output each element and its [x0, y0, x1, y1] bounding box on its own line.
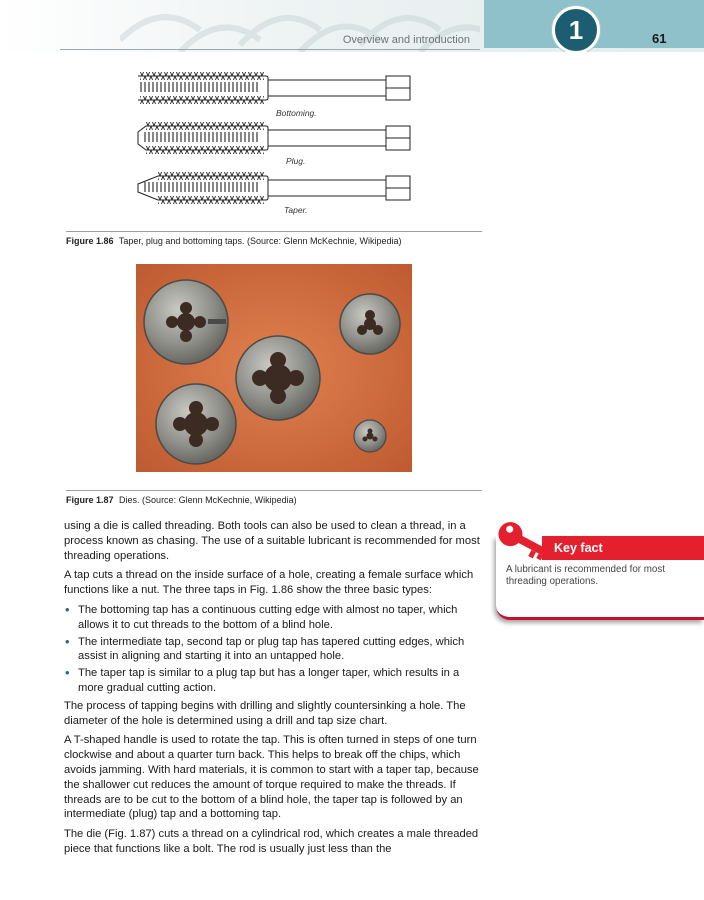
page-header: [0, 0, 704, 52]
figure-187-caption: [66, 490, 482, 505]
taps-drawing: [136, 68, 416, 218]
header-rule: [60, 49, 480, 50]
running-head: Overview and introduction: [342, 34, 470, 46]
list-item-taper: • The taper tap is similar to a plug tap but has a longer taper, which results in a more gradual cutting action.: [64, 666, 484, 696]
die-medium-right: [340, 294, 400, 354]
die-small-bottom-right: [354, 420, 386, 452]
tap-label-taper: Taper.: [284, 205, 308, 215]
paragraph-tap-intro: A tap cuts a thread on the inside surface of a hole, creating a female surface which functions like a nut. The three taps in Fig. 1.86 show the three basic types:: [64, 569, 474, 597]
figure-186-text: Taper, plug and bottoming taps. (Source: Glenn McKechnie, Wikipedia): [118, 236, 402, 246]
figure-187-number: Figure 1.87: [66, 495, 114, 505]
page-number: 61: [652, 31, 667, 46]
tap-types-list: [64, 603, 484, 696]
paragraph-tapping-process: The process of tapping begins with drilling and slightly countersinking a hole. The diameter of the hole is determined using a drill and tap size chart.: [64, 699, 466, 727]
taper-tap: [138, 172, 410, 204]
body-text: [64, 519, 484, 862]
tap-label-bottoming: Bottoming.: [276, 108, 317, 118]
key-fact-title: Key fact: [554, 541, 603, 555]
taps-figure: [136, 68, 416, 218]
list-item-bottoming: • The bottoming tap has a continuous cutting edge with almost no taper, which allows it to cut threads to the bottom of a blind hole.: [64, 603, 484, 633]
bottoming-tap: [138, 72, 410, 104]
key-icon: [494, 520, 554, 564]
plug-tap: [138, 122, 410, 154]
die-large-center: [236, 336, 320, 420]
key-fact-text: A lubricant is recommended for most threading operations.: [506, 564, 665, 587]
dies-illustration: [136, 264, 412, 472]
figure-187-text: Dies. (Source: Glenn McKechnie, Wikipedia): [119, 495, 297, 505]
paragraph-die: The die (Fig. 1.87) cuts a thread on a cylindrical rod, which creates a male threaded piece that functions like a bolt. The rod is usually just less than the: [64, 828, 479, 855]
figure-186-caption: [66, 231, 482, 246]
list-item-plug: • The intermediate tap, second tap or plug tap has tapered cutting edges, which assist in aligning and starting it into an untapped hole.: [64, 635, 484, 665]
dies-photo: [136, 264, 412, 472]
figure-186-number: Figure 1.86: [66, 236, 114, 246]
chapter-number-badge: 1: [552, 6, 600, 52]
key-fact-box: [496, 522, 704, 620]
paragraph-t-handle: A T-shaped handle is used to rotate the tap. This is often turned in steps of one turn clockwise and about a quarter turn back. This helps to break off the chips, which avoids jamming. With hard materials, it is common to start with a taper tap, because the shallower cut reduces the amount of torque required to make the threads. If threads are to be cut to the bottom of a blind hole, the taper tap is followed by an intermediate (plug) tap and a bottoming tap.: [64, 734, 479, 821]
paragraph-threading: using a die is called threading. Both tools can also be used to clean a thread, in a process known as chasing. The use of a suitable lubricant is recommended for most threading operations.: [64, 520, 480, 562]
die-large-top-left: [144, 280, 228, 364]
die-medium-bottom-left: [156, 384, 236, 464]
tap-label-plug: Plug.: [286, 156, 306, 166]
